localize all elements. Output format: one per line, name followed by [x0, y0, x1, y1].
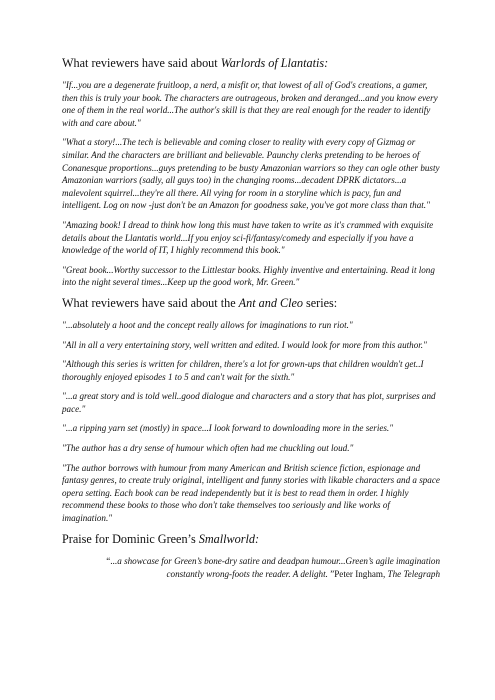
praise-source: The Telegraph: [387, 568, 440, 579]
praise-attribution: Peter Ingham,: [334, 568, 388, 579]
review-quote: "If...you are a degenerate fruitloop, a nerd, a misfit or, that lowest of all of God's creations, a gamer, then this is truly your book. The characters are outrageous, broken and deranged...and you know every one of them in the real world...The author's skill is that they are real enough for the reader to identify with and care about.": [62, 80, 438, 128]
heading-text: What reviewers have said about the: [62, 295, 239, 310]
closing-quote-mark: ”: [330, 568, 335, 579]
section-heading-smallworld: [62, 532, 440, 547]
heading-text: What reviewers have said about: [62, 56, 221, 70]
review-quote: "The author borrows with humour from many American and British science fiction, espionage and fantasy genres, to create truly original, intelligent and funny stories with likable characters and a space opera setting. Each book can be read independently but it is best to read them in order. I highly recommend these books to those who don't take themselves too seriously and like works of imagination.": [62, 462, 440, 524]
review-quote: "...absolutely a hoot and the concept really allows for imaginations to run riot.": [62, 319, 353, 330]
heading-suffix: series:: [302, 295, 338, 310]
review-quote: "Great book...Worthy successor to the Littlestar books. Highly inventive and entertaining. Read it long into the night several times...Keep up the good work, Mr. Green.": [62, 264, 435, 288]
review-quote: "What a story!...The tech is believable and coming closer to reality with every copy of Gizmag or similar. And the characters are brilliant and believable. Paunchy clerks pretending to be heroes of Conanesque proportions...guys pretending to be busty Amazonian warriors so they can ogle other busty Amazonian warriors (sadly, all guys too) in the changing rooms...decadent DPRK dictators...a malevolent squirrel...they're all there. All vying for room in a storyline which is pacy, fun and intelligent. Log on now -just don't be an Amazon for goodness sake, you've got more class than that.": [62, 137, 440, 211]
review-quote: "Amazing book! I dread to think how long this must have taken to write as it's crammed with exquisite details about the Llantatis world...If you enjoy sci-fi/fantasy/comedy and especially if you have a knowledge of the world of IT, I highly recommend this book.": [62, 219, 434, 256]
review-quote: "Although this series is written for children, there's a lot for grown-ups that children wouldn't get..I thoroughly enjoyed episodes 1 to 5 and can't wait for the sixth.": [62, 359, 424, 382]
review-quote: "...a great story and is told well..good dialogue and characters and a story that has plot, surprises and pace.": [62, 391, 436, 414]
praise-quote: [72, 555, 440, 581]
section-heading-ant-and-cleo: [62, 296, 440, 311]
document-page: [62, 56, 440, 581]
review-quote: "The author has a dry sense of humour which often had me chuckling out loud.": [62, 443, 354, 454]
book-title: Warlords of Llantatis:: [220, 56, 329, 70]
review-quote: "All in all a very entertaining story, well written and edited. I would look for more from this author.": [62, 339, 427, 350]
section-heading-warlords: [62, 56, 440, 71]
praise-quote-text: “...a showcase for Green’s bone-dry satire and deadpan humour...Green’s agile imagination constantly wrong-foots the reader. A delight.: [105, 555, 440, 579]
series-title: Ant and Cleo: [238, 295, 303, 310]
review-quote: "...a ripping yarn set (mostly) in space...I look forward to downloading more in the series.": [62, 423, 394, 434]
heading-text: Praise for Dominic Green’s: [62, 531, 199, 546]
book-title: Smallworld:: [198, 531, 259, 546]
